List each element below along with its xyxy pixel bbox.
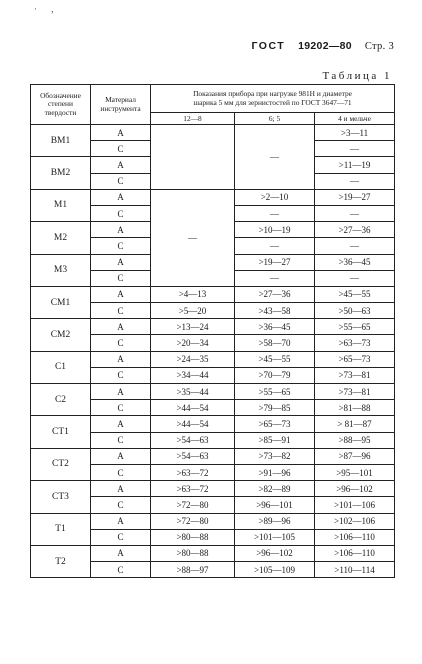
value-cell: >13—24 bbox=[151, 319, 235, 335]
value-cell: >101—105 bbox=[235, 529, 315, 545]
value-cell: >72—80 bbox=[151, 497, 235, 513]
value-cell: >88—95 bbox=[315, 432, 395, 448]
value-cell: — bbox=[315, 238, 395, 254]
value-cell: >19—27 bbox=[235, 254, 315, 270]
table-caption: Таблица 1 bbox=[322, 70, 392, 82]
value-cell: >36—45 bbox=[235, 319, 315, 335]
value-cell: >110—114 bbox=[315, 562, 395, 578]
header-standard-number: 19202—80 bbox=[298, 40, 352, 52]
value-cell: >35—44 bbox=[151, 384, 235, 400]
header-page-number: Стр. 3 bbox=[364, 41, 394, 52]
subheader-grit-12-8: 12—8 bbox=[151, 113, 235, 125]
value-cell: >70—79 bbox=[235, 367, 315, 383]
value-cell: >95—101 bbox=[315, 464, 395, 480]
value-cell: >27—36 bbox=[315, 222, 395, 238]
value-cell: >11—19 bbox=[315, 157, 395, 173]
header-material: Материал инструмента bbox=[91, 85, 151, 125]
table-row bbox=[31, 384, 395, 400]
material-cell: А bbox=[91, 545, 151, 561]
value-cell: >102—106 bbox=[315, 513, 395, 529]
table-row bbox=[31, 125, 395, 141]
material-cell: С bbox=[91, 400, 151, 416]
table-row bbox=[31, 513, 395, 529]
value-cell: >63—72 bbox=[151, 464, 235, 480]
value-cell: — bbox=[235, 205, 315, 221]
value-cell: — bbox=[235, 238, 315, 254]
material-cell: С bbox=[91, 497, 151, 513]
material-cell: А bbox=[91, 384, 151, 400]
grade-cell: Т2 bbox=[31, 545, 91, 577]
grade-cell: СТ1 bbox=[31, 416, 91, 448]
dash-cell: — bbox=[235, 125, 315, 190]
table-body bbox=[31, 125, 395, 578]
value-cell: >89—96 bbox=[235, 513, 315, 529]
value-cell: >3—11 bbox=[315, 125, 395, 141]
value-cell: >45—55 bbox=[235, 351, 315, 367]
material-cell: С bbox=[91, 464, 151, 480]
value-cell: — bbox=[235, 270, 315, 286]
material-cell: С bbox=[91, 562, 151, 578]
grade-cell: С2 bbox=[31, 384, 91, 416]
material-cell: А bbox=[91, 513, 151, 529]
value-cell: >63—72 bbox=[151, 481, 235, 497]
value-cell: >96—102 bbox=[315, 481, 395, 497]
value-cell: >4—13 bbox=[151, 286, 235, 302]
value-cell: >44—54 bbox=[151, 400, 235, 416]
value-cell: >87—96 bbox=[315, 448, 395, 464]
grade-cell: ВМ1 bbox=[31, 125, 91, 157]
table-row bbox=[31, 351, 395, 367]
material-cell: А bbox=[91, 222, 151, 238]
value-cell: >88—97 bbox=[151, 562, 235, 578]
value-cell: > 81—87 bbox=[315, 416, 395, 432]
material-cell: А bbox=[91, 448, 151, 464]
grade-cell: М3 bbox=[31, 254, 91, 286]
value-cell: >55—65 bbox=[235, 384, 315, 400]
material-cell: С bbox=[91, 529, 151, 545]
grade-cell: СТ3 bbox=[31, 481, 91, 513]
table-row bbox=[31, 286, 395, 302]
value-cell: >2—10 bbox=[235, 189, 315, 205]
value-cell: >58—70 bbox=[235, 335, 315, 351]
value-cell: >72—80 bbox=[151, 513, 235, 529]
material-cell: С bbox=[91, 173, 151, 189]
value-cell: — bbox=[315, 270, 395, 286]
dash-cell: — bbox=[151, 189, 235, 286]
table-row bbox=[31, 448, 395, 464]
material-cell: С bbox=[91, 432, 151, 448]
value-cell: — bbox=[315, 141, 395, 157]
value-cell: >45—55 bbox=[315, 286, 395, 302]
value-cell: — bbox=[315, 205, 395, 221]
grade-cell: Т1 bbox=[31, 513, 91, 545]
value-cell: >65—73 bbox=[315, 351, 395, 367]
value-cell: >80—88 bbox=[151, 545, 235, 561]
value-cell: >65—73 bbox=[235, 416, 315, 432]
value-cell: >44—54 bbox=[151, 416, 235, 432]
value-cell: >20—34 bbox=[151, 335, 235, 351]
value-cell: >10—19 bbox=[235, 222, 315, 238]
value-cell: >36—45 bbox=[315, 254, 395, 270]
material-cell: А bbox=[91, 481, 151, 497]
grade-cell: С1 bbox=[31, 351, 91, 383]
value-cell: >54—63 bbox=[151, 432, 235, 448]
material-cell: А bbox=[91, 157, 151, 173]
value-cell: >54—63 bbox=[151, 448, 235, 464]
value-cell: >34—44 bbox=[151, 367, 235, 383]
header-readings: Показания прибора при нагрузке 981Н и диаметре шарика 5 мм для зернистостей по ГОСТ 3647—71 bbox=[151, 85, 395, 113]
empty-cell bbox=[151, 125, 235, 190]
value-cell: >5—20 bbox=[151, 303, 235, 319]
table-row bbox=[31, 319, 395, 335]
table-row bbox=[31, 416, 395, 432]
material-cell: А bbox=[91, 286, 151, 302]
value-cell: >63—73 bbox=[315, 335, 395, 351]
value-cell: >73—81 bbox=[315, 367, 395, 383]
grade-cell: СМ2 bbox=[31, 319, 91, 351]
material-cell: А bbox=[91, 125, 151, 141]
value-cell: >96—102 bbox=[235, 545, 315, 561]
material-cell: С bbox=[91, 335, 151, 351]
value-cell: >91—96 bbox=[235, 464, 315, 480]
material-cell: С bbox=[91, 141, 151, 157]
value-cell: >106—110 bbox=[315, 545, 395, 561]
header-gost: ГОСТ bbox=[251, 40, 286, 52]
subheader-grit-4-finer: 4 и мельче bbox=[315, 113, 395, 125]
material-cell: А bbox=[91, 351, 151, 367]
page-header bbox=[251, 40, 394, 52]
grade-cell: ВМ2 bbox=[31, 157, 91, 189]
value-cell: >73—81 bbox=[315, 384, 395, 400]
value-cell: >85—91 bbox=[235, 432, 315, 448]
material-cell: А bbox=[91, 416, 151, 432]
value-cell: >24—35 bbox=[151, 351, 235, 367]
grade-cell: М2 bbox=[31, 222, 91, 254]
value-cell: — bbox=[315, 173, 395, 189]
value-cell: >101—106 bbox=[315, 497, 395, 513]
hardness-table bbox=[30, 84, 395, 578]
value-cell: >81—88 bbox=[315, 400, 395, 416]
grade-cell: СТ2 bbox=[31, 448, 91, 480]
material-cell: С bbox=[91, 367, 151, 383]
value-cell: >106—110 bbox=[315, 529, 395, 545]
value-cell: >43—58 bbox=[235, 303, 315, 319]
value-cell: >50—63 bbox=[315, 303, 395, 319]
table-row bbox=[31, 545, 395, 561]
material-cell: А bbox=[91, 189, 151, 205]
subheader-grit-6-5: 6; 5 bbox=[235, 113, 315, 125]
grade-cell: СМ1 bbox=[31, 286, 91, 318]
material-cell: А bbox=[91, 319, 151, 335]
value-cell: >73—82 bbox=[235, 448, 315, 464]
material-cell: С bbox=[91, 205, 151, 221]
value-cell: >19—27 bbox=[315, 189, 395, 205]
value-cell: >96—101 bbox=[235, 497, 315, 513]
table-row bbox=[31, 189, 395, 205]
value-cell: >27—36 bbox=[235, 286, 315, 302]
material-cell: С bbox=[91, 303, 151, 319]
material-cell: А bbox=[91, 254, 151, 270]
scan-marks: · , bbox=[34, 4, 60, 14]
material-cell: С bbox=[91, 238, 151, 254]
header-designation: Обозначение степени твердости bbox=[31, 85, 91, 125]
material-cell: С bbox=[91, 270, 151, 286]
grade-cell: М1 bbox=[31, 189, 91, 221]
table-row bbox=[31, 481, 395, 497]
value-cell: >105—109 bbox=[235, 562, 315, 578]
value-cell: >55—65 bbox=[315, 319, 395, 335]
value-cell: >79—85 bbox=[235, 400, 315, 416]
value-cell: >80—88 bbox=[151, 529, 235, 545]
value-cell: >82—89 bbox=[235, 481, 315, 497]
